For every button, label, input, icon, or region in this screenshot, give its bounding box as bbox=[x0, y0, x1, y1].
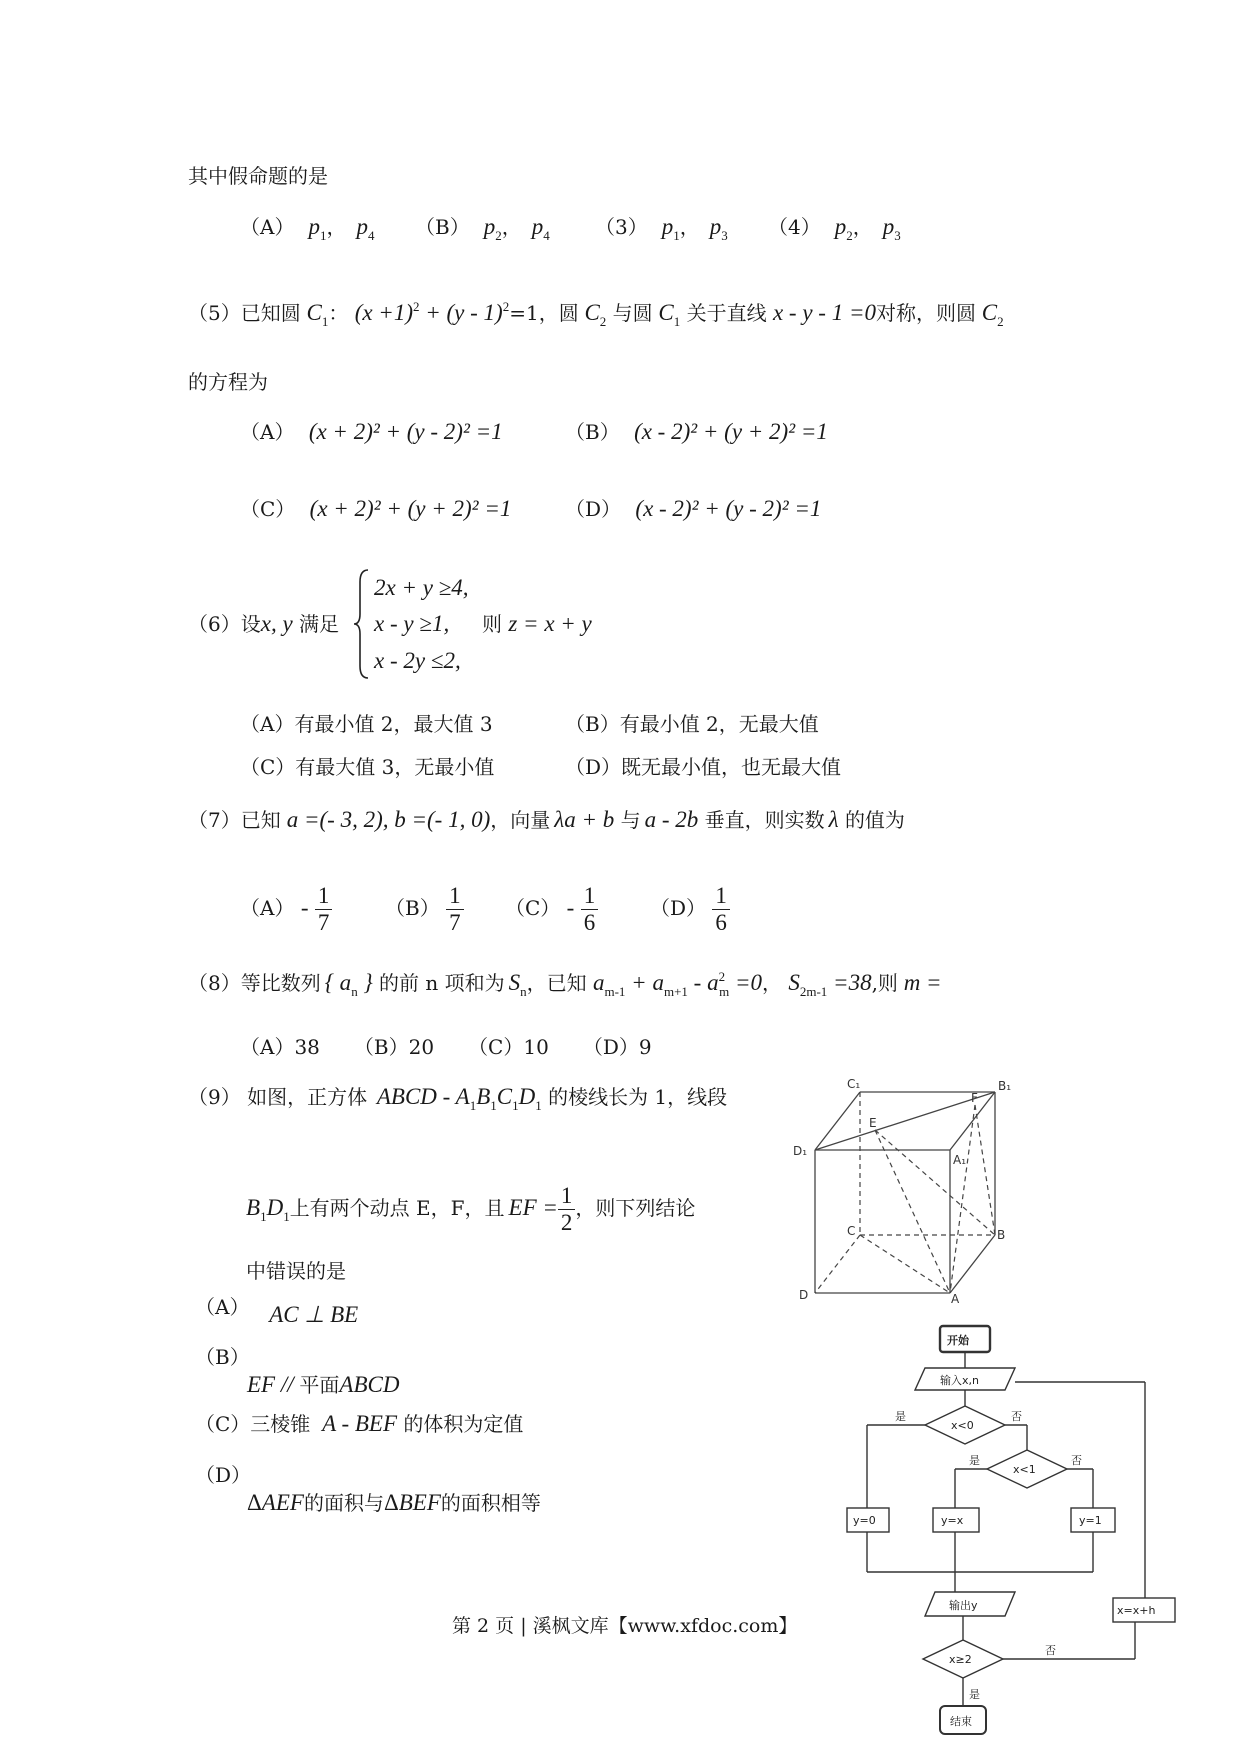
cube-label-b: B bbox=[997, 1228, 1006, 1242]
flow-b3: y=1 bbox=[1079, 1514, 1102, 1527]
flow-yes-1: 是 bbox=[895, 1410, 906, 1423]
flow-d1: x<0 bbox=[951, 1419, 974, 1432]
flow-end: 结束 bbox=[950, 1715, 972, 1728]
q6-then: 则 z = x + y bbox=[482, 611, 592, 636]
q7-stem: （7）已知 a =(- 3, 2), b =(- 1, 0)，向量 λa + b 与 a - 2b 垂直，则实数 λ 的值为 bbox=[188, 807, 905, 832]
q6-option-c: （C）有最大值 3，无最小值 bbox=[240, 755, 495, 779]
q9-stem: （9） 如图，正方体 ABCD - $A_1B_1C_1D_1$ 的棱线长为 1，线段 bbox=[188, 1084, 728, 1113]
q5-option-d: （D） (x - 2)² + (y - 2)² =1 bbox=[565, 496, 822, 521]
q7-option-c: （C） - $\frac{1}{6}$ bbox=[505, 878, 598, 938]
q4-option-3: （3） $p_1$， $p_3$ bbox=[595, 214, 728, 243]
flow-b2: y=x bbox=[941, 1514, 964, 1527]
cube-figure bbox=[785, 1075, 1015, 1305]
flow-b1: y=0 bbox=[853, 1514, 876, 1527]
q5-option-c: （C） (x + 2)² + (y + 2)² =1 bbox=[240, 496, 512, 521]
cube-label-c1: C₁ bbox=[847, 1077, 861, 1091]
q9-line2: $B_1D_1$上有两个动点 E，F，且 EF = $\frac{1}{2}$ ，则下列结论 bbox=[246, 1183, 696, 1235]
q6-option-b: （B）有最小值 2，无最大值 bbox=[565, 712, 819, 736]
cube-label-a: A bbox=[951, 1292, 960, 1305]
q9-option-d: （D） ΔAEF的面积与ΔBEF的面积相等 bbox=[195, 1463, 541, 1515]
cube-label-a1: A₁ bbox=[953, 1153, 967, 1167]
flow-yes-2: 是 bbox=[969, 1454, 980, 1467]
q6-sys-1: 2x + y ≥4, bbox=[374, 575, 469, 600]
page-footer: 第 2 页 | 溪枫文库【www.xfdoc.com】 bbox=[452, 1615, 798, 1637]
flow-d3: x≥2 bbox=[949, 1653, 972, 1666]
q9-line3: 中错误的是 bbox=[246, 1259, 346, 1283]
flow-start: 开始 bbox=[947, 1334, 969, 1347]
flow-d2: x<1 bbox=[1013, 1463, 1036, 1476]
q9-option-b: （B） EF // 平面ABCD bbox=[195, 1345, 400, 1397]
q4-option-4: （4） $p_2$， $p_3$ bbox=[768, 214, 901, 243]
flow-no-1: 否 bbox=[1011, 1410, 1022, 1423]
cube-label-f: F bbox=[971, 1091, 978, 1105]
q6-brace bbox=[352, 568, 372, 680]
q4-option-a: （A） $p_1$， $p_4$ bbox=[240, 214, 375, 243]
flow-yes-3: 是 bbox=[969, 1688, 980, 1701]
flow-input: 输入x,n bbox=[940, 1374, 979, 1387]
q6-sys-2: x - y ≥1, bbox=[374, 611, 450, 636]
flow-no-2: 否 bbox=[1071, 1454, 1082, 1467]
cube-label-c: C bbox=[847, 1224, 856, 1238]
q6-stem: （6）设x, y 满足 bbox=[188, 611, 340, 636]
flowchart-figure bbox=[845, 1322, 1185, 1752]
q5-line2: 的方程为 bbox=[188, 370, 268, 394]
cube-label-d: D bbox=[799, 1288, 809, 1302]
q9-option-a: （A） AC ⊥ BE bbox=[195, 1295, 359, 1327]
q7-option-d: （D） $\frac{1}{6}$ bbox=[650, 878, 730, 938]
flow-no-3: 否 bbox=[1045, 1644, 1056, 1657]
q4-option-b: （B） $p_2$， $p_4$ bbox=[415, 214, 550, 243]
q5-option-a: （A） (x + 2)² + (y - 2)² =1 bbox=[240, 419, 503, 444]
q7-option-a: （A） - $\frac{1}{7}$ bbox=[240, 878, 332, 938]
q5-option-b: （B） (x - 2)² + (y + 2)² =1 bbox=[565, 419, 828, 444]
cube-label-b1: B₁ bbox=[998, 1079, 1012, 1093]
q7-option-b: （B） $\frac{1}{7}$ bbox=[385, 878, 464, 938]
q5-stem: （5）已知圆 $C_1$： $(x +1)^2 + (y - 1)^2=1$，圆 $C_2$ 与圆 $C_1$ 关于直线 x - y - 1 =0对称，则圆 $C_2$ bbox=[188, 299, 1004, 329]
flow-out: 输出y bbox=[949, 1599, 978, 1612]
flow-inc: x=x+h bbox=[1117, 1604, 1156, 1617]
q8-options: （A）38 （B）20 （C）10 （D）9 bbox=[240, 1035, 652, 1059]
q6-option-d: （D）既无最小值，也无最大值 bbox=[565, 755, 842, 779]
q8-stem: （8）等比数列 { $a_n$ } 的前 n 项和为 $S_n$，已知 $a_{m-1} + a_{m+1} - a^2_m =0$， $S_{2m-1} =38$,则 m = bbox=[188, 969, 942, 999]
q6-option-a: （A）有最小值 2，最大值 3 bbox=[240, 712, 493, 736]
intro-text: 其中假命题的是 bbox=[188, 164, 328, 188]
cube-label-d1: D₁ bbox=[793, 1144, 808, 1158]
cube-label-e: E bbox=[869, 1116, 877, 1130]
q9-option-c: （C）三棱锥 A - BEF 的体积为定值 bbox=[195, 1411, 524, 1436]
q6-sys-3: x - 2y ≤2, bbox=[374, 648, 461, 673]
